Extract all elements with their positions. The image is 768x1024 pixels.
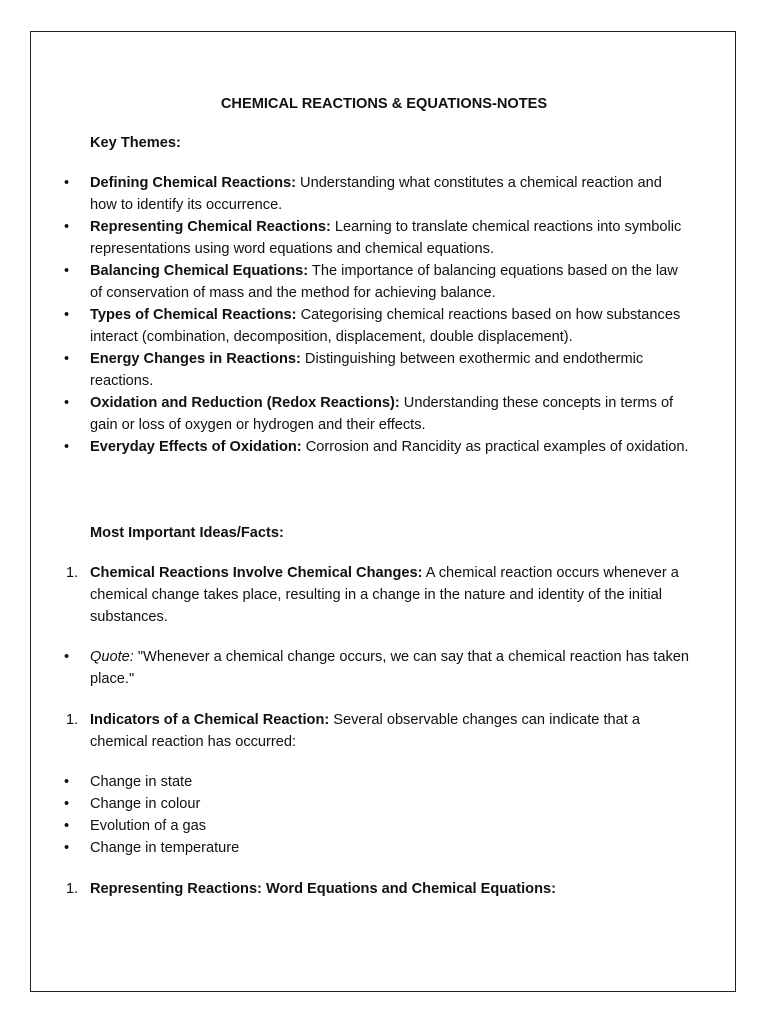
- point-2-list: [0, 709, 768, 753]
- list-item: • Change in temperature: [0, 837, 690, 859]
- list-item: • Defining Chemical Reactions: Understanding what constitutes a chemical reaction and how to identify its occurrence.: [0, 172, 690, 216]
- point-1-list: [0, 562, 768, 628]
- quote-list: [0, 646, 768, 690]
- bullet-icon: •: [64, 263, 70, 279]
- item-number: 1.: [66, 712, 79, 728]
- numbered-item: 1. Chemical Reactions Involve Chemical Changes: A chemical reaction occurs whenever a chemical change takes place, resulting in a change in the nature and identity of the initial substances.: [0, 562, 690, 628]
- bullet-icon: •: [64, 395, 70, 411]
- bullet-icon: •: [64, 840, 70, 856]
- list-item: • Everyday Effects of Oxidation: Corrosion and Rancidity as practical examples of oxidation.: [0, 436, 690, 458]
- key-themes-heading: Key Themes:: [90, 135, 181, 151]
- key-themes-list: [0, 172, 768, 458]
- bullet-icon: •: [64, 219, 70, 235]
- bullet-icon: •: [64, 774, 70, 790]
- bullet-icon: •: [64, 439, 70, 455]
- item-number: 1.: [66, 881, 79, 897]
- list-item: • Oxidation and Reduction (Redox Reactions): Understanding these concepts in terms of gain or loss of oxygen or hydrogen and their effects.: [0, 392, 690, 436]
- bullet-icon: •: [64, 351, 70, 367]
- document-title: CHEMICAL REACTIONS & EQUATIONS-NOTES: [220, 96, 548, 112]
- list-item: • Change in state: [0, 771, 690, 793]
- bullet-icon: •: [64, 175, 70, 191]
- list-item: • Evolution of a gas: [0, 815, 690, 837]
- bullet-icon: •: [64, 649, 70, 665]
- numbered-item: 1. Representing Reactions: Word Equations and Chemical Equations:: [0, 878, 690, 900]
- bullet-icon: •: [64, 818, 70, 834]
- list-item: • Balancing Chemical Equations: The importance of balancing equations based on the law of conservation of mass and the method for achieving balance.: [0, 260, 690, 304]
- list-item: • Representing Chemical Reactions: Learning to translate chemical reactions into symbolic representations using word equations and chemical equations.: [0, 216, 690, 260]
- list-item: • Energy Changes in Reactions: Distinguishing between exothermic and endothermic reactions.: [0, 348, 690, 392]
- list-item: • Types of Chemical Reactions: Categorising chemical reactions based on how substances interact (combination, decomposition, displacement, double displacement).: [0, 304, 690, 348]
- bullet-icon: •: [64, 307, 70, 323]
- quote-item: • Quote: "Whenever a chemical change occurs, we can say that a chemical reaction has taken place.": [0, 646, 690, 690]
- point-3-list: [0, 878, 768, 900]
- list-item: • Change in colour: [0, 793, 690, 815]
- bullet-icon: •: [64, 796, 70, 812]
- item-number: 1.: [66, 565, 79, 581]
- numbered-item: 1. Indicators of a Chemical Reaction: Several observable changes can indicate that a chemical reaction has occurred:: [0, 709, 690, 753]
- important-ideas-heading: Most Important Ideas/Facts:: [90, 525, 284, 541]
- indicators-list: [0, 771, 768, 859]
